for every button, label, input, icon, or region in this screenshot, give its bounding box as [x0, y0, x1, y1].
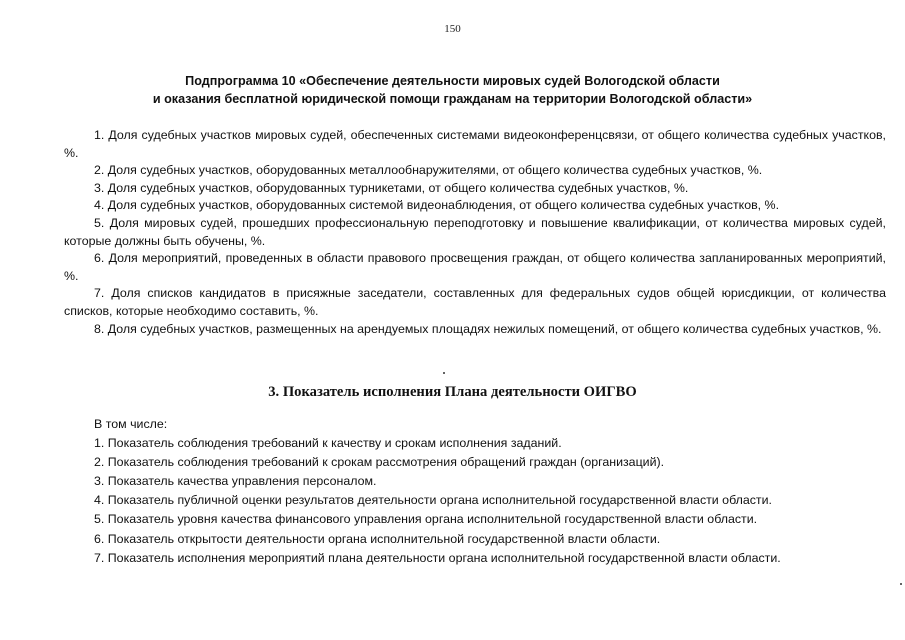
plan-indicator-item: 7. Показатель исполнения мероприятий плана деятельности органа исполнительной государственной власти области.: [94, 550, 781, 565]
plan-indicator-item: 2. Показатель соблюдения требований к срокам рассмотрения обращений граждан (организаций).: [94, 455, 665, 470]
indicator-list: [64, 127, 886, 338]
scan-speck: [443, 372, 445, 374]
plan-indicator-list: [94, 415, 884, 568]
page-number: 150: [444, 23, 461, 35]
plan-indicator-item: 4. Показатель публичной оценки результатов деятельности органа исполнительной государственной власти области.: [94, 493, 772, 508]
subprogram-title-line-1: Подпрограмма 10 «Обеспечение деятельности мировых судей Вологодской области: [185, 74, 720, 88]
scan-speck: [900, 583, 902, 585]
indicator-item: 2. Доля судебных участков, оборудованных металлообнаружителями, от общего количества судебных участков, %.: [94, 163, 763, 178]
indicator-item: 7. Доля списков кандидатов в присяжные заседатели, составленных для федеральных судов общей юрисдикции, от количества списков, которые необходимо составить, %.: [64, 286, 886, 318]
indicator-item: 4. Доля судебных участков, оборудованных системой видеонаблюдения, от общего количества судебных участков, %.: [94, 198, 780, 213]
plan-indicator-item: 1. Показатель соблюдения требований к качеству и срокам исполнения заданий.: [94, 436, 562, 451]
subprogram-title-line-2: и оказания бесплатной юридической помощи гражданам на территории Вологодской области»: [152, 92, 753, 106]
section-heading: 3. Показатель исполнения Плана деятельности ОИГВО: [268, 384, 637, 400]
plan-indicator-item: 3. Показатель качества управления персоналом.: [94, 474, 377, 489]
indicator-item: 6. Доля мероприятий, проведенных в области правового просвещения граждан, от общего количества запланированных мероприятий, %.: [64, 251, 886, 283]
indicator-item: 8. Доля судебных участков, размещенных на арендуемых площадях нежилых помещений, от общего количества судебных участков, %.: [94, 321, 882, 336]
indicator-item: 5. Доля мировых судей, прошедших профессиональную переподготовку и повышение квалификации, от количества мировых судей, которые должны быть обучены, %.: [64, 215, 886, 248]
plan-indicator-item: 5. Показатель уровня качества финансового управления органа исполнительной государственной власти области.: [94, 512, 758, 527]
indicator-item: 3. Доля судебных участков, оборудованных турникетами, от общего количества судебных участков, %.: [94, 180, 689, 195]
plan-indicator-item: 6. Показатель открытости деятельности органа исполнительной государственной власти области.: [94, 531, 661, 546]
indicator-item: 1. Доля судебных участков мировых судей, обеспеченных системами видеоконференцсвязи, от общего количества судебных участков, %.: [64, 128, 886, 160]
subprogram-title: [60, 72, 845, 108]
plan-intro: В том числе:: [94, 417, 168, 431]
